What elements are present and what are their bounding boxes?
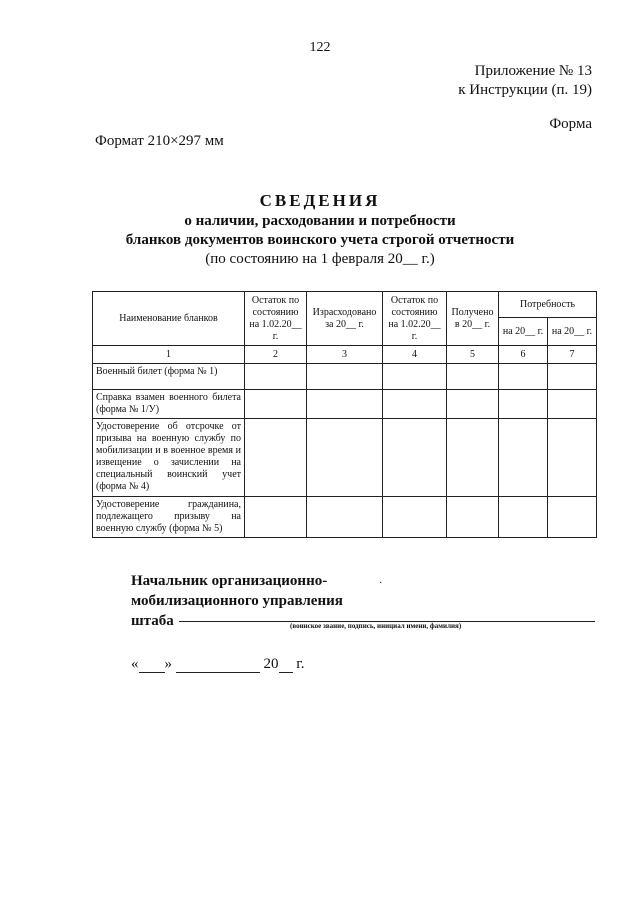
date-quote-close: » — [164, 656, 172, 672]
column-number: 4 — [383, 346, 447, 364]
date-quote-open: « — [131, 656, 139, 672]
title-date: (по состоянию на 1 февраля 20__ г.) — [205, 251, 435, 267]
table-cell — [383, 364, 447, 390]
table-cell — [447, 364, 499, 390]
year-suffix: г. — [296, 656, 305, 672]
column-number: 7 — [548, 346, 597, 364]
header-need-year-2: на 20__ г. — [548, 318, 597, 346]
table-row — [93, 390, 597, 419]
table-row — [93, 419, 597, 497]
row-label: Удостоверение об отсрочке от призыва на военную службу по мобилизации и в военное время и извещение о зачислении на специальный воинский учет (форма № 4) — [93, 419, 245, 497]
table-cell — [548, 364, 597, 390]
header-need-year-1: на 20__ г. — [499, 318, 548, 346]
column-number: 2 — [245, 346, 307, 364]
signature-line-2: мобилизационного управления — [131, 593, 343, 609]
appendix-reference — [458, 62, 592, 100]
row-label: Справка взамен военного билета (форма № 1/У) — [93, 390, 245, 419]
day-blank — [139, 658, 165, 673]
header-received: Получено в 20__ г. — [447, 292, 499, 346]
header-balance-end: Остаток по состоянию на 1.02.20__ г. — [383, 292, 447, 346]
table-cell — [447, 419, 499, 497]
table-cell — [245, 364, 307, 390]
table-cell — [383, 419, 447, 497]
document-title — [0, 190, 640, 269]
signature-caption: (воинское звание, подпись, инициал имени, фамилия) — [290, 622, 462, 630]
title-sub-1: о наличии, расходовании и потребности — [184, 213, 456, 229]
table-row — [93, 364, 597, 390]
table-cell — [245, 419, 307, 497]
form-label: Форма — [549, 116, 592, 132]
table-cell — [499, 364, 548, 390]
stray-mark: · — [379, 578, 383, 589]
table-cell — [383, 390, 447, 419]
table-cell — [245, 497, 307, 538]
signature-line-1: Начальник организационно- — [131, 573, 328, 589]
column-number: 6 — [499, 346, 548, 364]
table-cell — [383, 497, 447, 538]
table-cell — [548, 419, 597, 497]
format-label: Формат 210×297 мм — [95, 133, 224, 149]
date-line — [131, 656, 304, 673]
table-row — [93, 497, 597, 538]
table-cell — [447, 390, 499, 419]
table-cell — [307, 497, 383, 538]
appendix-line-1: Приложение № 13 — [474, 63, 592, 79]
table-cell — [499, 497, 548, 538]
signature-line-3: штаба — [131, 613, 174, 629]
row-label: Удостоверение гражданина, подлежащего призыву на военную службу (форма № 5) — [93, 497, 245, 538]
header-name: Наименование бланков — [93, 292, 245, 346]
title-sub-2: бланков документов воинского учета строгой отчетности — [125, 232, 515, 248]
table-cell — [307, 390, 383, 419]
year-blank — [279, 658, 293, 673]
table-cell — [499, 419, 548, 497]
table-cell — [307, 419, 383, 497]
appendix-line-2: к Инструкции (п. 19) — [458, 82, 592, 98]
table-cell — [307, 364, 383, 390]
report-table — [92, 291, 597, 538]
table-cell — [245, 390, 307, 419]
column-number: 3 — [307, 346, 383, 364]
title-main: СВЕДЕНИЯ — [259, 191, 381, 210]
header-balance-start: Остаток по состоянию на 1.02.20__ г. — [245, 292, 307, 346]
page-number: 122 — [309, 40, 331, 55]
column-number: 1 — [93, 346, 245, 364]
row-label: Военный билет (форма № 1) — [93, 364, 245, 390]
year-prefix: 20 — [263, 656, 279, 672]
table-cell — [447, 497, 499, 538]
header-spent: Израсходовано за 20__ г. — [307, 292, 383, 346]
table-cell — [499, 390, 548, 419]
month-blank — [176, 658, 260, 673]
table-cell — [548, 497, 597, 538]
header-need: Потребность — [499, 292, 597, 318]
table-cell — [548, 390, 597, 419]
column-number: 5 — [447, 346, 499, 364]
